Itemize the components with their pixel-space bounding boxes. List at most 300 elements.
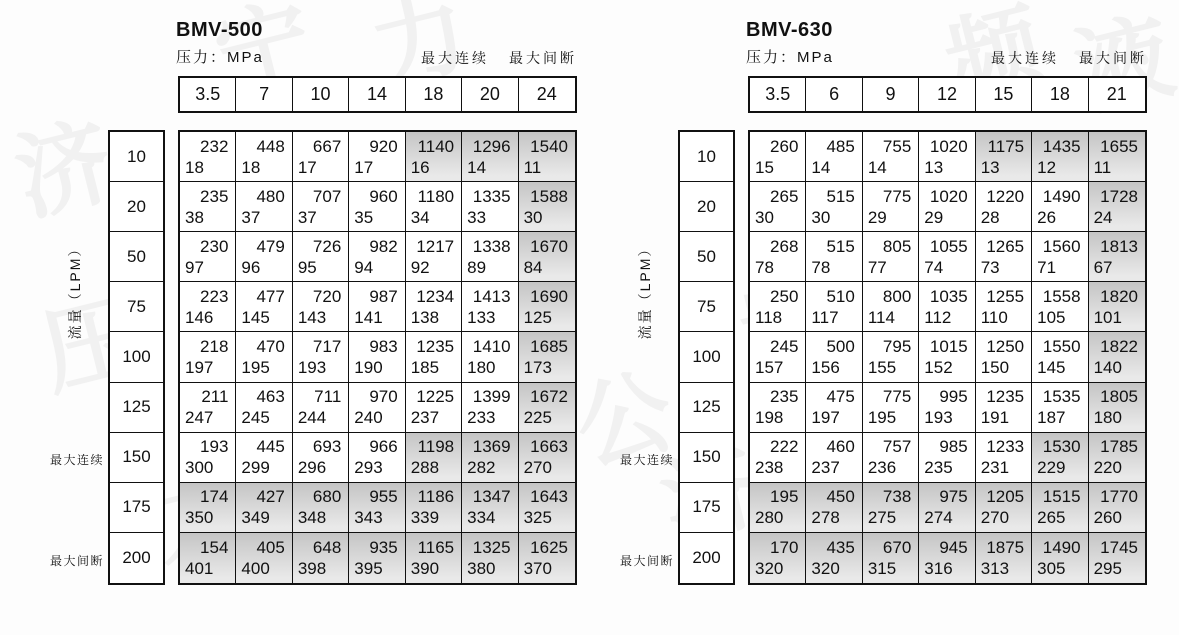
- cell-bottom-value: 236: [867, 458, 897, 478]
- cell-bottom-value: 138: [410, 307, 440, 327]
- data-cell: [293, 383, 349, 433]
- cell-top-value: 693: [312, 437, 342, 457]
- cell-bottom-value: 195: [241, 357, 270, 377]
- cell-bottom-value: 78: [755, 257, 774, 277]
- cell-bottom-value: 288: [410, 458, 440, 478]
- cell-bottom-value: 229: [1037, 458, 1066, 478]
- pressure-header-cell: 15: [976, 78, 1032, 111]
- cell-bottom-value: 293: [354, 458, 383, 478]
- cell-bottom-value: 143: [297, 307, 327, 327]
- cell-bottom-value: 146: [185, 307, 214, 327]
- cell-top-value: 1175: [987, 136, 1025, 156]
- cell-bottom-value: 193: [297, 357, 327, 377]
- data-cell: [1032, 383, 1088, 433]
- cell-bottom-value: 398: [297, 558, 327, 578]
- data-cell: [919, 132, 975, 182]
- data-cell: [1032, 182, 1088, 232]
- flow-column: [678, 130, 735, 585]
- pressure-header-cell: 20: [462, 78, 518, 111]
- data-cell-intermittent: [519, 282, 575, 332]
- flow-axis-label: 流量（LPM）: [637, 240, 653, 340]
- data-cell-intermittent: [406, 132, 462, 182]
- flow-row-header: 10: [110, 132, 163, 182]
- data-cell: [863, 132, 919, 182]
- pressure-header-row: [178, 76, 577, 113]
- cell-bottom-value: 17: [297, 157, 317, 177]
- cell-top-value: 738: [882, 487, 912, 507]
- cell-bottom-value: 95: [297, 257, 317, 277]
- data-cell: [349, 182, 405, 232]
- cell-top-value: 711: [314, 387, 342, 407]
- data-cell: [406, 332, 462, 382]
- cell-bottom-value: 339: [410, 508, 440, 528]
- data-cell: [349, 282, 405, 332]
- cell-bottom-value: 237: [410, 408, 440, 428]
- flow-row-header: 100: [110, 332, 163, 382]
- cell-top-value: 268: [770, 236, 799, 256]
- cell-bottom-value: 101: [1093, 307, 1122, 327]
- flow-row-header: 20: [110, 182, 163, 232]
- data-cell: [806, 282, 862, 332]
- cell-top-value: 1250: [986, 336, 1025, 356]
- cell-top-value: 987: [369, 286, 398, 306]
- cell-bottom-value: 193: [924, 408, 953, 428]
- data-cell: [406, 182, 462, 232]
- cell-bottom-value: 73: [980, 257, 1000, 277]
- data-cell: [180, 383, 236, 433]
- data-cell: [806, 232, 862, 282]
- cell-bottom-value: 14: [811, 157, 831, 177]
- cell-top-value: 1410: [472, 336, 511, 356]
- data-cell: [180, 433, 236, 483]
- cell-bottom-value: 125: [523, 307, 552, 327]
- cell-bottom-value: 348: [297, 508, 327, 528]
- cell-top-value: 479: [256, 236, 285, 256]
- cell-bottom-value: 278: [811, 508, 840, 528]
- data-cell: [750, 433, 806, 483]
- cell-top-value: 1217: [416, 236, 455, 256]
- cell-top-value: 1265: [986, 236, 1025, 256]
- cell-bottom-value: 225: [523, 408, 552, 428]
- data-cell-intermittent: [406, 533, 462, 583]
- max-intermittent-label: 最大间断: [509, 50, 577, 66]
- data-cell-intermittent: [1089, 383, 1145, 433]
- data-cell: [236, 383, 292, 433]
- cell-top-value: 1413: [472, 286, 511, 306]
- cell-bottom-value: 395: [354, 558, 383, 578]
- cell-top-value: 1820: [1100, 286, 1138, 306]
- cell-bottom-value: 17: [354, 157, 374, 177]
- data-cell-intermittent: [1089, 483, 1145, 533]
- cell-top-value: 195: [770, 487, 799, 507]
- pressure-header-cell: 18: [1032, 78, 1088, 111]
- data-cell: [750, 282, 806, 332]
- data-cell: [750, 332, 806, 382]
- cell-top-value: 222: [770, 437, 799, 457]
- data-cell-intermittent: [919, 533, 975, 583]
- cell-top-value: 1186: [417, 487, 455, 507]
- cell-top-value: 966: [369, 437, 398, 457]
- data-cell: [462, 383, 518, 433]
- cell-top-value: 1347: [472, 487, 511, 507]
- data-cell: [863, 383, 919, 433]
- data-cell: [806, 433, 862, 483]
- cell-top-value: 648: [312, 537, 342, 557]
- data-cell: [462, 282, 518, 332]
- flow-row-header: 175: [110, 483, 163, 533]
- cell-bottom-value: 180: [467, 357, 496, 377]
- data-cell-intermittent: [519, 132, 575, 182]
- flow-axis-label: 流量（LPM）: [67, 240, 83, 340]
- cell-bottom-value: 274: [924, 508, 953, 528]
- cell-bottom-value: 400: [241, 558, 270, 578]
- cell-top-value: 260: [770, 136, 799, 156]
- data-cell: [462, 232, 518, 282]
- data-cell: [349, 332, 405, 382]
- data-cell-intermittent: [349, 483, 405, 533]
- cell-top-value: 1875: [986, 537, 1025, 557]
- pressure-header-cell: 6: [806, 78, 862, 111]
- cell-bottom-value: 16: [410, 157, 430, 177]
- cell-top-value: 1785: [1100, 437, 1138, 457]
- cell-bottom-value: 237: [811, 458, 840, 478]
- cell-top-value: 1770: [1100, 487, 1138, 507]
- cell-top-value: 235: [770, 387, 799, 407]
- cell-top-value: 707: [312, 186, 342, 206]
- data-cell: [863, 332, 919, 382]
- pressure-header-cell: 7: [236, 78, 292, 111]
- data-cell: [919, 433, 975, 483]
- cell-top-value: 1813: [1100, 236, 1138, 256]
- data-cell-intermittent: [519, 433, 575, 483]
- cell-top-value: 218: [200, 336, 229, 356]
- data-cell-intermittent: [519, 182, 575, 232]
- cell-top-value: 960: [369, 186, 398, 206]
- cell-bottom-value: 334: [467, 508, 496, 528]
- cell-bottom-value: 282: [467, 458, 496, 478]
- data-cell: [293, 332, 349, 382]
- cell-top-value: 720: [312, 286, 342, 306]
- cell-top-value: 1663: [530, 437, 568, 457]
- data-cell-intermittent: [1089, 132, 1145, 182]
- cell-bottom-value: 191: [980, 408, 1010, 428]
- data-cell: [919, 232, 975, 282]
- data-cell: [406, 383, 462, 433]
- cell-top-value: 1515: [1042, 487, 1081, 507]
- cell-bottom-value: 74: [924, 257, 944, 277]
- data-cell-intermittent: [750, 483, 806, 533]
- row-limit-marker: 最大间断: [49, 553, 104, 568]
- cell-top-value: 235: [200, 186, 229, 206]
- data-cell: [1032, 232, 1088, 282]
- data-cell: [919, 282, 975, 332]
- cell-bottom-value: 37: [297, 207, 317, 227]
- cell-top-value: 435: [826, 537, 855, 557]
- cell-top-value: 448: [256, 136, 285, 156]
- cell-top-value: 1690: [530, 286, 568, 306]
- cell-bottom-value: 244: [297, 408, 327, 428]
- pressure-header-cell: 10: [293, 78, 349, 111]
- data-cell: [976, 433, 1032, 483]
- data-cell: [293, 433, 349, 483]
- cell-top-value: 1220: [986, 186, 1025, 206]
- cell-top-value: 1335: [472, 186, 511, 206]
- data-cell: [976, 232, 1032, 282]
- cell-bottom-value: 26: [1037, 207, 1057, 227]
- data-cell: [349, 132, 405, 182]
- cell-top-value: 265: [770, 186, 799, 206]
- cell-top-value: 154: [200, 537, 229, 557]
- flow-row-header: 175: [680, 483, 733, 533]
- cell-top-value: 982: [369, 236, 398, 256]
- data-cell-intermittent: [806, 533, 862, 583]
- cell-top-value: 460: [826, 437, 855, 457]
- cell-bottom-value: 220: [1093, 458, 1122, 478]
- cell-top-value: 1550: [1042, 336, 1081, 356]
- data-cell: [293, 232, 349, 282]
- data-cell: [236, 332, 292, 382]
- bmv-500-table: [0, 0, 589, 635]
- cell-bottom-value: 34: [410, 207, 430, 227]
- table-title: BMV-630: [746, 19, 833, 41]
- data-cell: [750, 132, 806, 182]
- data-cell: [750, 383, 806, 433]
- cell-top-value: 1035: [929, 286, 968, 306]
- cell-bottom-value: 29: [867, 207, 887, 227]
- pressure-header-cell: 14: [349, 78, 405, 111]
- data-cell: [293, 182, 349, 232]
- cell-bottom-value: 24: [1093, 207, 1113, 227]
- data-cell: [863, 282, 919, 332]
- cell-top-value: 515: [826, 236, 855, 256]
- max-continuous-label: 最大连续: [421, 50, 489, 66]
- cell-bottom-value: 78: [811, 257, 831, 277]
- pressure-header-cell: 24: [536, 84, 557, 104]
- flow-column: [108, 130, 165, 585]
- cell-bottom-value: 35: [354, 207, 374, 227]
- cell-bottom-value: 300: [185, 458, 214, 478]
- cell-bottom-value: 296: [297, 458, 327, 478]
- table-title: BMV-500: [176, 19, 263, 41]
- cell-bottom-value: 157: [755, 357, 784, 377]
- cell-bottom-value: 245: [241, 408, 270, 428]
- cell-top-value: 1535: [1042, 387, 1081, 407]
- row-limit-marker: 最大连续: [49, 452, 104, 467]
- cell-bottom-value: 29: [924, 207, 944, 227]
- cell-bottom-value: 152: [924, 357, 953, 377]
- cell-bottom-value: 141: [354, 307, 383, 327]
- cell-bottom-value: 380: [467, 558, 496, 578]
- data-cell-intermittent: [236, 483, 292, 533]
- data-cell: [806, 132, 862, 182]
- cell-top-value: 1235: [416, 336, 455, 356]
- cell-top-value: 427: [256, 487, 285, 507]
- cell-bottom-value: 270: [980, 508, 1010, 528]
- cell-bottom-value: 84: [523, 257, 543, 277]
- cell-top-value: 1643: [530, 487, 568, 507]
- data-cell: [236, 182, 292, 232]
- data-cell-intermittent: [462, 483, 518, 533]
- cell-top-value: 510: [826, 286, 855, 306]
- flow-row-header: 125: [680, 383, 733, 433]
- data-cell-intermittent: [462, 433, 518, 483]
- data-cell: [349, 433, 405, 483]
- cell-bottom-value: 198: [755, 408, 784, 428]
- data-cell: [976, 182, 1032, 232]
- cell-top-value: 1805: [1100, 387, 1138, 407]
- data-cell: [462, 182, 518, 232]
- cell-bottom-value: 240: [354, 408, 383, 428]
- cell-top-value: 667: [312, 136, 342, 156]
- cell-top-value: 1015: [929, 336, 968, 356]
- cell-top-value: 1020: [929, 136, 968, 156]
- cell-top-value: 1728: [1100, 186, 1138, 206]
- data-cell-intermittent: [976, 533, 1032, 583]
- cell-bottom-value: 325: [523, 508, 552, 528]
- max-intermittent-label: 最大间断: [1079, 50, 1147, 66]
- cell-bottom-value: 11: [523, 157, 542, 177]
- cell-top-value: 211: [201, 387, 229, 407]
- cell-bottom-value: 195: [867, 408, 897, 428]
- data-cell: [919, 383, 975, 433]
- pressure-unit-label: 压力：MPa: [176, 49, 264, 66]
- cell-top-value: 1745: [1100, 537, 1138, 557]
- cell-top-value: 1205: [986, 487, 1025, 507]
- cell-bottom-value: 145: [1037, 357, 1066, 377]
- data-cell-intermittent: [519, 383, 575, 433]
- cell-bottom-value: 77: [867, 257, 887, 277]
- data-cell: [180, 182, 236, 232]
- cell-top-value: 477: [256, 286, 285, 306]
- cell-bottom-value: 71: [1037, 257, 1057, 277]
- cell-bottom-value: 155: [867, 357, 897, 377]
- cell-top-value: 174: [200, 487, 229, 507]
- data-cell: [406, 232, 462, 282]
- cell-top-value: 757: [882, 437, 912, 457]
- cell-bottom-value: 315: [867, 558, 897, 578]
- cell-top-value: 1530: [1042, 437, 1081, 457]
- flow-row-header: 50: [110, 232, 163, 282]
- pressure-header-cell: 9: [863, 78, 919, 111]
- cell-bottom-value: 15: [755, 157, 774, 177]
- data-cell: [349, 383, 405, 433]
- data-cell: [180, 232, 236, 282]
- cell-bottom-value: 231: [980, 458, 1010, 478]
- cell-top-value: 1255: [986, 286, 1025, 306]
- cell-top-value: 223: [200, 286, 229, 306]
- cell-bottom-value: 89: [467, 257, 487, 277]
- data-cell-intermittent: [462, 533, 518, 583]
- cell-bottom-value: 280: [755, 508, 784, 528]
- cell-bottom-value: 173: [523, 357, 552, 377]
- cell-bottom-value: 180: [1093, 408, 1122, 428]
- data-cell-intermittent: [1032, 433, 1088, 483]
- flow-row-header: 75: [680, 282, 733, 332]
- cell-bottom-value: 320: [811, 558, 840, 578]
- cell-bottom-value: 299: [241, 458, 270, 478]
- data-cell-intermittent: [1032, 132, 1088, 182]
- data-cell-intermittent: [750, 533, 806, 583]
- cell-bottom-value: 30: [523, 207, 543, 227]
- data-cell: [1032, 332, 1088, 382]
- cell-top-value: 1233: [986, 437, 1025, 457]
- cell-bottom-value: 316: [924, 558, 953, 578]
- cell-top-value: 1235: [986, 387, 1025, 407]
- pressure-header-cell: 3.5: [180, 78, 236, 111]
- cell-bottom-value: 260: [1093, 508, 1122, 528]
- cell-top-value: 515: [826, 186, 855, 206]
- cell-top-value: 975: [939, 487, 968, 507]
- data-cell-intermittent: [1089, 433, 1145, 483]
- cell-top-value: 795: [882, 336, 912, 356]
- data-cell: [750, 232, 806, 282]
- cell-top-value: 726: [312, 236, 342, 256]
- cell-bottom-value: 270: [523, 458, 552, 478]
- data-grid: [178, 130, 577, 585]
- cell-bottom-value: 110: [980, 307, 1008, 327]
- cell-top-value: 230: [200, 236, 229, 256]
- cell-bottom-value: 313: [980, 558, 1010, 578]
- cell-bottom-value: 187: [1037, 408, 1066, 428]
- data-cell-intermittent: [1032, 533, 1088, 583]
- cell-bottom-value: 197: [811, 408, 840, 428]
- cell-top-value: 985: [939, 437, 968, 457]
- cell-top-value: 800: [882, 286, 912, 306]
- data-cell: [976, 332, 1032, 382]
- cell-top-value: 1560: [1042, 236, 1081, 256]
- cell-bottom-value: 275: [867, 508, 897, 528]
- cell-top-value: 983: [369, 336, 398, 356]
- cell-bottom-value: 265: [1037, 508, 1066, 528]
- limit-labels: [748, 48, 1147, 68]
- cell-bottom-value: 112: [924, 307, 952, 327]
- data-cell: [806, 332, 862, 382]
- cell-bottom-value: 145: [241, 307, 270, 327]
- flow-row-header: 100: [680, 332, 733, 382]
- data-cell: [349, 232, 405, 282]
- pressure-header-cell: 18: [406, 78, 462, 111]
- cell-bottom-value: 33: [467, 207, 487, 227]
- cell-top-value: 970: [369, 387, 398, 407]
- flow-row-header: 75: [110, 282, 163, 332]
- cell-bottom-value: 118: [755, 307, 783, 327]
- data-cell: [236, 433, 292, 483]
- cell-bottom-value: 320: [755, 558, 784, 578]
- data-cell-intermittent: [976, 483, 1032, 533]
- cell-top-value: 250: [770, 286, 799, 306]
- flow-row-header: 150: [680, 433, 733, 483]
- data-cell-intermittent: [919, 483, 975, 533]
- cell-top-value: 1625: [530, 537, 568, 557]
- pressure-unit-label: 压力：MPa: [746, 49, 834, 66]
- data-cell-intermittent: [406, 483, 462, 533]
- data-cell: [406, 282, 462, 332]
- data-cell-intermittent: [349, 533, 405, 583]
- cell-bottom-value: 370: [523, 558, 552, 578]
- data-cell-intermittent: [1089, 282, 1145, 332]
- data-cell: [180, 132, 236, 182]
- pressure-header-cell: 21: [1106, 84, 1127, 104]
- cell-top-value: 1490: [1042, 186, 1081, 206]
- data-cell: [919, 332, 975, 382]
- data-cell-intermittent: [519, 483, 575, 533]
- data-cell-intermittent: [1089, 332, 1145, 382]
- cell-bottom-value: 30: [755, 207, 774, 227]
- flow-row-header: 50: [680, 232, 733, 282]
- cell-bottom-value: 37: [241, 207, 261, 227]
- cell-top-value: 1435: [1042, 136, 1081, 156]
- cell-bottom-value: 238: [755, 458, 784, 478]
